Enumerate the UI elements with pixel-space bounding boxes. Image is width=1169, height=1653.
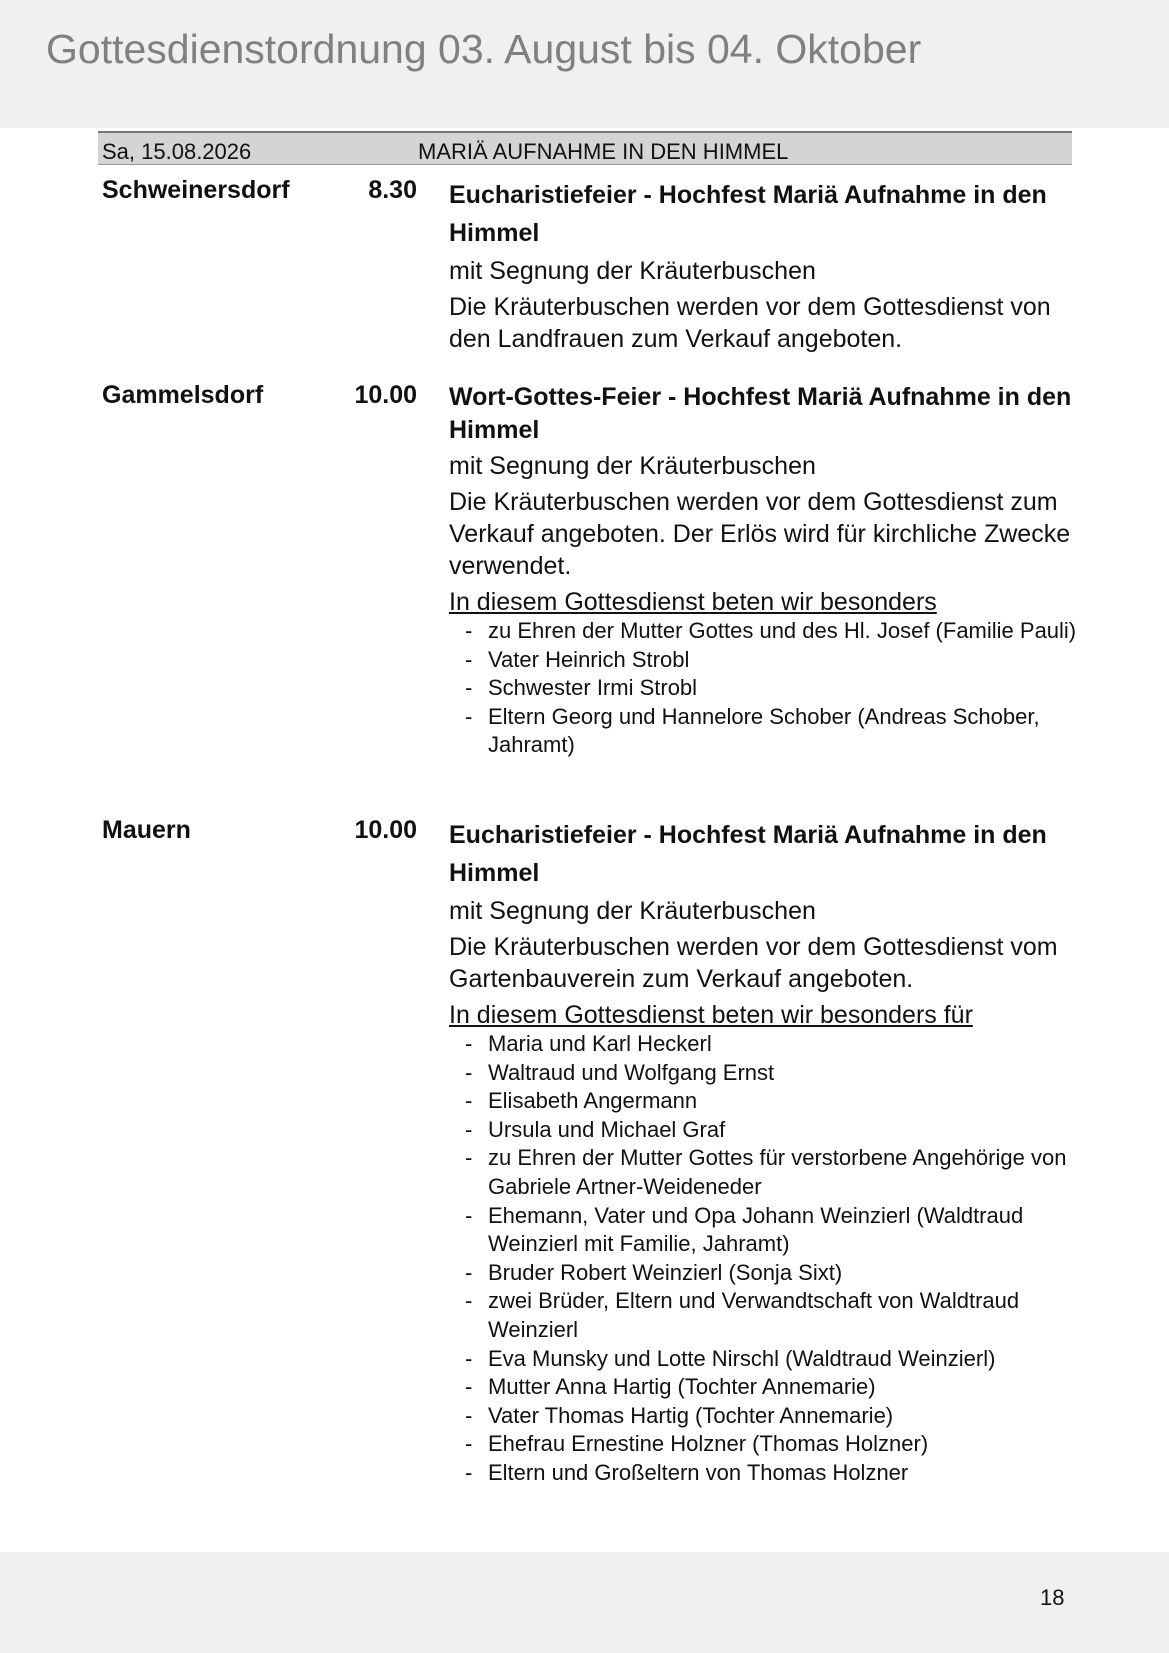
service-time: 10.00 bbox=[354, 816, 417, 844]
service-note: Die Kräuterbuschen werden vor dem Gottesdienst vom Gartenbauverein zum Verkauf angeboten. bbox=[449, 933, 1058, 993]
prayer-heading: In diesem Gottesdienst beten wir besonders für bbox=[449, 1001, 973, 1029]
service-title: Wort-Gottes-Feier - Hochfest Mariä Aufnahme in den Himmel bbox=[449, 383, 1072, 444]
service-note: Die Kräuterbuschen werden vor dem Gottesdienst zum Verkauf angeboten. Der Erlös wird für kirchliche Zwecke verwendet. bbox=[449, 488, 1071, 580]
service-note: Die Kräuterbuschen werden vor dem Gottesdienst von den Landfrauen zum Verkauf angeboten. bbox=[449, 293, 1051, 353]
service-body bbox=[449, 381, 1089, 760]
intention-item: - zu Ehren der Mutter Gottes und des Hl. Josef (Familie Pauli) bbox=[449, 617, 1089, 646]
intention-item: - Ehemann, Vater und Opa Johann Weinzierl (Waldtraud Weinzierl mit Familie, Jahramt) bbox=[449, 1202, 1089, 1259]
footer-band bbox=[0, 1552, 1169, 1653]
feast-name: MARIÄ AUFNAHME IN DEN HIMMEL bbox=[418, 139, 789, 164]
service-place: Mauern bbox=[102, 816, 191, 844]
intention-item: - Ehefrau Ernestine Holzner (Thomas Holzner) bbox=[449, 1430, 1089, 1459]
intention-item: - Vater Heinrich Strobl bbox=[449, 646, 1089, 675]
intention-list bbox=[449, 617, 1089, 760]
intention-item: - Bruder Robert Weinzierl (Sonja Sixt) bbox=[449, 1259, 1089, 1288]
service-place: Schweinersdorf bbox=[102, 176, 290, 204]
service-time: 8.30 bbox=[368, 176, 417, 204]
service-title: Eucharistiefeier - Hochfest Mariä Aufnahme in den Himmel bbox=[449, 821, 1047, 887]
service-place: Gammelsdorf bbox=[102, 381, 264, 409]
intention-item: - Vater Thomas Hartig (Tochter Annemarie) bbox=[449, 1402, 1089, 1431]
intention-item: - Ursula und Michael Graf bbox=[449, 1116, 1089, 1145]
service-title: Eucharistiefeier - Hochfest Mariä Aufnahme in den Himmel bbox=[449, 181, 1047, 247]
service-body bbox=[449, 176, 1089, 355]
page-number: 18 bbox=[1040, 1585, 1065, 1610]
date-bar bbox=[98, 131, 1072, 165]
intention-item: - zu Ehren der Mutter Gottes für verstorbene Angehörige von Gabriele Artner-Weideneder bbox=[449, 1144, 1089, 1201]
intention-item: - Maria und Karl Heckerl bbox=[449, 1030, 1089, 1059]
service-time: 10.00 bbox=[354, 381, 417, 409]
intention-item: - Eltern und Großeltern von Thomas Holzner bbox=[449, 1459, 1089, 1488]
intention-item: - zwei Brüder, Eltern und Verwandtschaft von Waldtraud Weinzierl bbox=[449, 1287, 1089, 1344]
service-subtitle: mit Segnung der Kräuterbuschen bbox=[449, 257, 816, 285]
intention-item: - Eltern Georg und Hannelore Schober (Andreas Schober, Jahramt) bbox=[449, 703, 1089, 760]
intention-item: - Eva Munsky und Lotte Nirschl (Waldtraud Weinzierl) bbox=[449, 1345, 1089, 1374]
intention-list bbox=[449, 1030, 1089, 1488]
intention-item: - Mutter Anna Hartig (Tochter Annemarie) bbox=[449, 1373, 1089, 1402]
service-subtitle: mit Segnung der Kräuterbuschen bbox=[449, 452, 816, 480]
intention-item: - Schwester Irmi Strobl bbox=[449, 674, 1089, 703]
service-body bbox=[449, 816, 1089, 1488]
page-title: Gottesdienstordnung 03. August bis 04. Oktober bbox=[46, 26, 922, 72]
prayer-heading: In diesem Gottesdienst beten wir besonders bbox=[449, 588, 937, 616]
intention-item: - Elisabeth Angermann bbox=[449, 1087, 1089, 1116]
service-subtitle: mit Segnung der Kräuterbuschen bbox=[449, 897, 816, 925]
intention-item: - Waltraud und Wolfgang Ernst bbox=[449, 1059, 1089, 1088]
service-date: Sa, 15.08.2026 bbox=[102, 139, 252, 164]
